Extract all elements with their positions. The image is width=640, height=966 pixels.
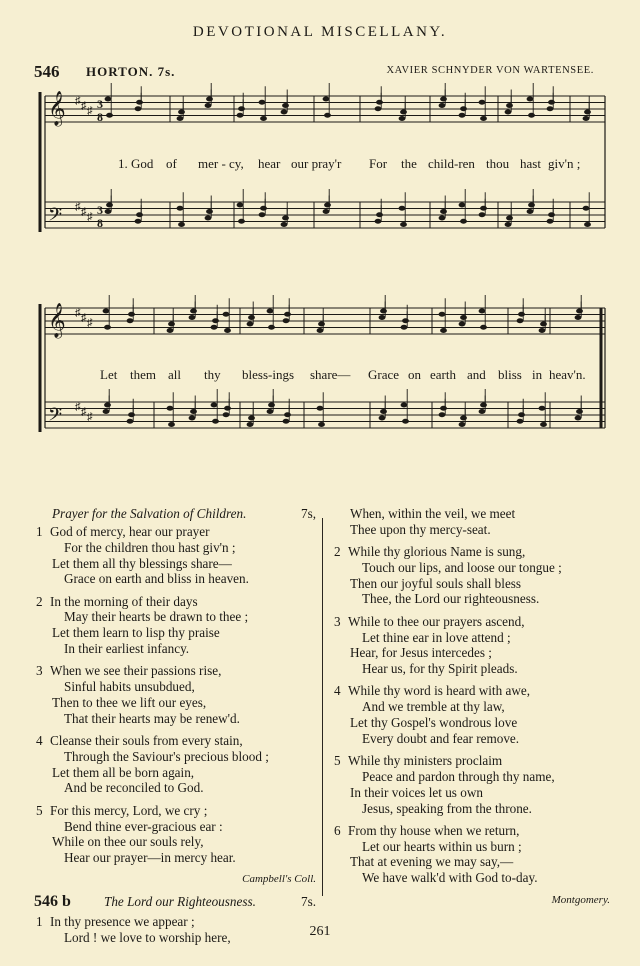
stanza [334,753,610,816]
lyric-word: share— [310,367,351,382]
verse-line: Let them all thy blessings share— [52,555,232,571]
verse-line: That at evening we may say,— [350,854,514,870]
lyric-word: bless-ings [242,367,294,382]
stanza [36,803,316,866]
svg-text:𝄞: 𝄞 [48,303,66,338]
hymn-b-heading [36,894,316,914]
verse-line: 4 While thy word is heard with awe, [334,683,531,699]
verse-line: 2 While thy glorious Name is sung, [334,544,526,560]
verse-line: 3 While to thee our prayers ascend, [334,613,525,629]
stanza [334,613,610,677]
stanza [334,822,610,886]
lyric-word: heav'n. [549,367,586,382]
verse-line: 6 From thy house when we return, [334,822,520,838]
verse-line: Let thine ear in love attend ; [362,629,511,645]
verse-line: 5 While thy ministers proclaim [334,753,503,769]
verse-line: Every doubt and fear remove. [362,730,520,746]
verse-line: Sinful habits unsubdued, [64,679,195,695]
svg-text:8: 8 [97,216,103,230]
verse-line: 1 God of mercy, hear our prayer [36,524,210,539]
svg-text:3: 3 [97,203,103,217]
verse-line: While on thee our souls rely, [52,834,204,850]
verse-number: 1 [36,524,43,539]
lyric-word: earth [430,367,456,382]
verse-line: Then to thee we lift our eyes, [52,694,207,710]
verse-number: 6 [334,822,341,838]
verse-number: 3 [36,663,43,679]
stanza-continuation [350,506,610,538]
verse-line: Let them all be born again, [52,764,195,780]
verse-line: For the children thou hast giv'n ; [64,539,236,555]
svg-text:3: 3 [97,97,103,111]
verse-line: Touch our lips, and loose our tongue ; [362,559,562,575]
svg-text:♯: ♯ [87,211,93,223]
verse-line: In their voices let us own [350,784,483,800]
verse-line: Thee, the Lord our righteousness. [362,591,540,607]
stanza [334,544,610,607]
lyric-word: and [467,367,486,382]
svg-text:♯: ♯ [81,406,87,418]
left-stanzas [36,524,316,866]
verse-line: Grace on earth and bliss in heaven. [64,571,249,587]
verse-number: 4 [36,733,43,749]
svg-text:♯: ♯ [75,201,81,213]
svg-text:𝄢: 𝄢 [48,205,63,230]
lyric-word: child-ren [428,156,475,171]
verse-line: Hear, for Jesus intercedes ; [350,645,492,661]
verse-number: 1 [36,914,43,930]
svg-text:♯: ♯ [87,317,93,329]
verse-line: In their earliest infancy. [64,641,190,657]
svg-text:♯: ♯ [75,95,81,107]
left-text-column [36,506,316,952]
verse-line: May their hearts be drawn to thee ; [64,609,249,625]
verse-line: Let them learn to lisp thy praise [52,625,220,641]
lyric-word: thy [204,367,221,382]
lyric-word: our pray'r [291,156,342,171]
verse-line: 5 For this mercy, Lord, we cry ; [36,802,208,818]
verse-line: Thee upon thy mercy-seat. [350,521,491,537]
verse-line: Bend thine ever-gracious ear : [64,818,223,834]
lyric-word: mer - cy, [198,156,244,171]
verse-line: We have walk'd with God to-day. [362,870,538,886]
stanza [36,594,316,657]
stanza [36,524,316,587]
verse-line: Jesus, speaking from the throne. [362,800,532,816]
hymn-subtitle: Prayer for the Salvation of Children. [52,506,247,521]
right-stanzas [334,544,610,886]
svg-text:𝄞: 𝄞 [48,91,66,126]
verse-line: And be reconciled to God. [64,780,204,796]
column-divider [322,518,323,896]
hymn-subtitle-row [36,506,316,524]
lyric-word: For [369,156,388,171]
svg-text:8: 8 [97,110,103,124]
music-score [30,80,615,460]
stanza [334,683,610,746]
verse-number: 5 [36,802,43,818]
hymn-b-meter: 7s. [300,894,316,910]
right-text-column [334,506,610,908]
lyric-word: giv'n ; [548,156,581,171]
composer: XAVIER SCHNYDER VON WARTENSEE. [386,65,594,76]
svg-text:♯: ♯ [81,206,87,218]
lyric-word: all [168,367,181,382]
svg-text:♯: ♯ [87,105,93,117]
hymn-b-number: 546 b [34,893,71,911]
svg-text:♯: ♯ [75,401,81,413]
page-number: 261 [309,924,331,939]
lyric-word: 1. God [118,156,154,171]
verse-line: Lord ! we love to worship here, [64,930,231,946]
lyric-word: thou [486,156,510,171]
verse-line: Let our hearts within us burn ; [362,838,522,854]
verse-line: When, within the veil, we meet [350,506,516,521]
running-header: DEVOTIONAL MISCELLANY. [192,24,448,40]
verse-line: 4 Cleanse their souls from every stain, [36,733,243,749]
verse-line: That their hearts may be renew'd. [64,710,240,726]
verse-line: And we tremble at thy law, [362,699,505,715]
verse-number: 3 [334,613,341,629]
hymn-number: 546 [34,62,60,81]
verse-line: Through the Saviour's precious blood ; [64,748,269,764]
verse-line: Hear our prayer—in mercy hear. [64,850,236,866]
hymn-heading [34,62,594,80]
lyric-word: Let [100,367,118,382]
attribution: Montgomery. [551,893,610,906]
verse-number: 2 [334,544,341,560]
lyric-word: in [532,367,543,382]
svg-text:𝄢: 𝄢 [48,405,63,430]
verse-number: 5 [334,753,341,769]
tune-name: HORTON. 7s. [86,64,176,79]
verse-line: Hear us, for thy Spirit pleads. [362,661,518,677]
lyric-word: Grace [368,367,400,382]
verse-line: Peace and pardon through thy name, [362,768,555,784]
attribution: Campbell's Coll. [242,873,316,886]
lyric-word: the [401,156,417,171]
verse-line: 2 In the morning of their days [36,593,198,609]
svg-text:♯: ♯ [87,411,93,423]
svg-text:♯: ♯ [81,312,87,324]
verse-number: 2 [36,593,43,609]
lyric-word: hear [258,156,281,171]
hymn-meter: 7s, [300,506,316,521]
svg-text:♯: ♯ [75,307,81,319]
lyric-word: hast [520,156,541,171]
verse-line: Then our joyful souls shall bless [350,575,522,591]
verse-line: 1 In thy presence we appear ; [36,914,195,930]
lyric-word: bliss [498,367,522,382]
lyric-word: of [166,156,177,171]
hymn-b-subtitle: The Lord our Righteousness. [104,894,256,910]
lyric-word: on [408,367,421,382]
verse-number: 4 [334,683,341,699]
stanza [36,733,316,796]
lyric-word: them [130,367,156,382]
stanza [36,663,316,726]
verse-line: Let thy Gospel's wondrous love [350,715,518,731]
verse-line: 3 When we see their passions rise, [36,663,222,679]
svg-text:♯: ♯ [81,100,87,112]
